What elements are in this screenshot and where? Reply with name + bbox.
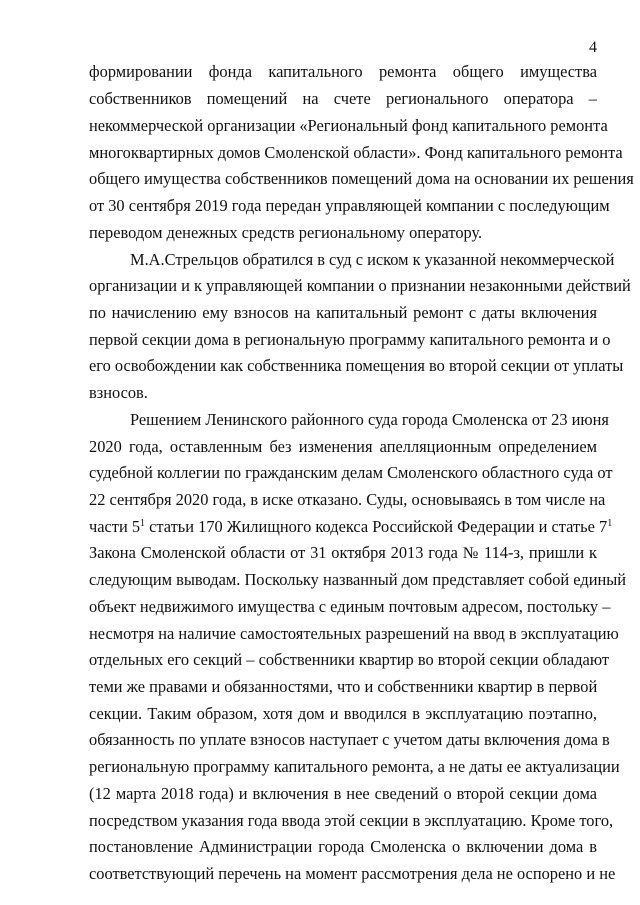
text-line-26: обязанность по уплате взносов наступает с учетом даты включения дома в <box>89 730 610 749</box>
page-number: 4 <box>589 39 597 56</box>
text-line-14: Решением Ленинского районного суда города Смоленска от 23 июня <box>130 410 609 429</box>
text-line-18-part1: части 5 <box>89 517 141 536</box>
superscript-1: 1 <box>140 518 146 529</box>
text-line-25: секции. Таким образом, хотя дом и вводился в эксплуатацию поэтапно, <box>89 704 597 723</box>
text-line-18-part2: статьи 170 Жилищного кодекса Российской Федерации и статье 7 <box>145 517 608 536</box>
text-line-27: региональную программу капитального ремонта, а не даты ее актуализации <box>89 757 620 776</box>
text-line-3: некоммерческой организации «Региональный фонд капитального ремонта <box>89 116 608 135</box>
text-line-22: несмотря на наличие самостоятельных разрешений на ввод в эксплуатацию <box>89 624 619 643</box>
text-line-5: общего имущества собственников помещений дома на основании их решения <box>89 169 634 188</box>
text-line-30: постановление Администрации города Смоленска о включении дома в <box>89 837 597 856</box>
superscript-2: 1 <box>607 518 613 529</box>
text-line-12: его освобождении как собственника помещения во второй секции от уплаты <box>89 356 624 375</box>
text-line-16: судебной коллегии по гражданским делам Смоленского областного суда от <box>89 463 613 482</box>
text-line-19: Закона Смоленской области от 31 октября 2013 года № 114-з, пришли к <box>89 543 597 562</box>
text-line-23: отдельных его секций – собственники квартир во второй секции обладают <box>89 650 610 669</box>
text-line-31: соответствующий перечень на момент рассмотрения дела не оспорено и не <box>89 864 616 883</box>
text-line-1: формировании фонда капитального ремонта общего имущества <box>89 62 597 81</box>
text-line-15: 2020 года, оставленным без изменения апелляционным определением <box>89 437 597 456</box>
text-line-8: М.А.Стрельцов обратился в суд с иском к указанной некоммерческой <box>130 250 615 269</box>
text-line-7: переводом денежных средств региональному оператору. <box>89 223 483 242</box>
text-line-11: первой секции дома в региональную программу капитального ремонта и о <box>89 330 611 349</box>
text-line-13: взносов. <box>89 383 148 402</box>
text-line-28: (12 марта 2018 года) и включения в нее сведений о второй секции дома <box>89 784 597 803</box>
text-line-4: многоквартирных домов Смоленской области». Фонд капитального ремонта <box>89 143 623 162</box>
text-line-21: объект недвижимого имущества с единым почтовым адресом, постольку – <box>89 597 611 616</box>
text-line-17: 22 сентября 2020 года, в иске отказано. Суды, основываясь в том числе на <box>89 490 606 509</box>
text-line-20: следующим выводам. Поскольку названный дом представляет собой единый <box>89 570 627 589</box>
text-line-6: от 30 сентября 2019 года передан управляющей компании с последующим <box>89 196 610 215</box>
text-line-10: по начислению ему взносов на капитальный ремонт с даты включения <box>89 303 597 322</box>
text-line-9: организации и к управляющей компании о признании незаконными действий <box>89 276 631 295</box>
text-line-2: собственников помещений на счете регионального оператора – <box>89 89 597 108</box>
text-line-24: теми же правами и обязанностями, что и собственники квартир в первой <box>89 677 598 696</box>
text-line-18 <box>89 517 613 537</box>
text-line-29: посредством указания года ввода этой секции в эксплуатацию. Кроме того, <box>89 811 614 830</box>
